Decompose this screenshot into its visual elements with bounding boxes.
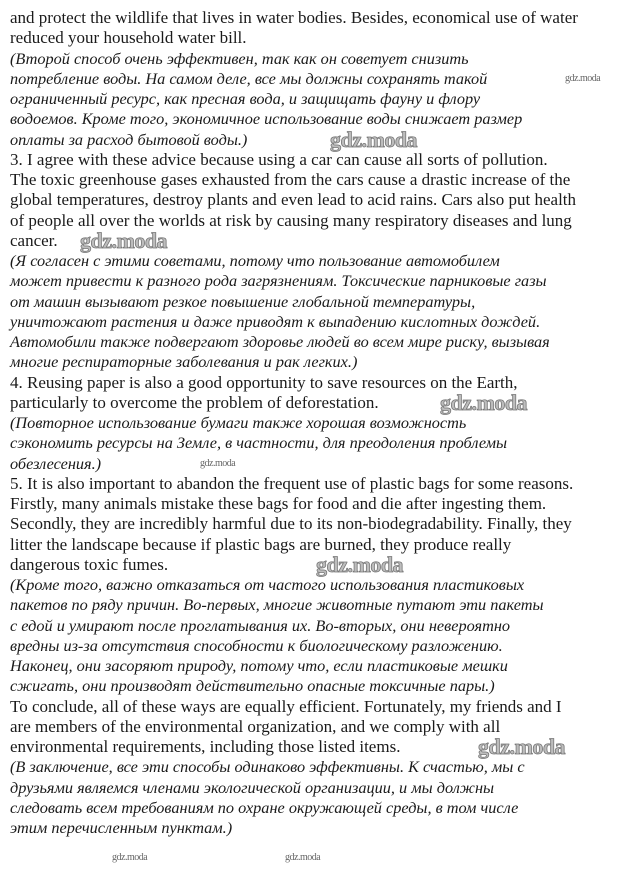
english-text-line: cancer. [10,230,58,250]
translation-text-line: ограниченный ресурс, как пресная вода, и защищать фауну и флору [10,89,481,108]
translation-text-line: может привести к разного рода загрязнениям. Токсические парниковые газы [10,271,547,291]
english-text-line: and protect the wildlife that lives in water bodies. Besides, economical use of water [10,8,578,27]
english-text-line: To conclude, all of these ways are equally efficient. Fortunately, my friends and I [10,696,562,716]
english-text-line: global temperatures, destroy plants and even lead to acid rains. Cars also put health [10,190,577,210]
translation-text-line: (В заключение, все эти способы одинаково эффективны. К счастью, мы с [10,757,525,777]
translation-text-line: пакетов по ряду причин. Во-первых, многие животные путают эти пакеты [10,595,544,615]
translation-text-line: сжигать, они производят действительно опасные токсичные пары.) [10,676,495,696]
english-text-line: The toxic greenhouse gases exhausted from the cars cause a drastic increase of the [10,170,571,189]
translation-text-line: от машин вызывают резкое повышение глобальной температуры, [10,291,476,311]
watermark: gdz.moda [565,72,601,84]
translation-text-line: (Я согласен с этими советами, потому что пользование автомобилем [10,251,500,270]
watermark: gdz.moda [112,852,148,863]
translation-text-line: вредны из-за отсутствия способности к биологическому разложению. [10,635,503,655]
watermark: gdz.moda [200,457,236,469]
translation-text-line: водоемов. Кроме того, экономичное использование воды снижает размер [10,109,523,129]
english-text-line: particularly to overcome the problem of deforestation. [10,392,379,412]
translation-text-line: (Повторное использование бумаги также хорошая возможность [10,413,467,432]
translation-text-line: Автомобили также подвергают здоровье людей во всем мире риску, вызывая [10,332,550,351]
translation-text-line: многие респираторные заболевания и рак легких.) [10,352,358,372]
watermark: gdz.moda [478,734,566,759]
english-text-line: 4. Reusing paper is also a good opportunity to save resources on the Earth, [10,372,518,392]
translation-text-line: Наконец, они засоряют природу, потому что, если пластиковые мешки [10,656,508,675]
english-text-line: dangerous toxic fumes. [10,554,169,574]
translation-text-line: (Кроме того, важно отказаться от частого использования пластиковых [10,575,525,594]
translation-text-line: оплаты за расход бытовой воды.) [10,129,248,149]
translation-text-line: друзьями являемся членами экологической организации, и мы должны [10,777,495,797]
english-text-line: Secondly, they are incredibly harmful due to its non-biodegradability. Finally, they [10,514,572,534]
translation-text-line: (Второй способ очень эффективен, так как он советует снизить [10,48,469,68]
watermark: gdz.moda [440,389,528,415]
watermark: gdz.moda [330,126,418,152]
english-text-line: 3. I agree with these advice because using a car can cause all sorts of pollution. [10,149,548,169]
translation-text-line: уничтожают растения и даже приводят к выпадению кислотных дождей. [10,311,541,331]
translation-text-line: сэкономить ресурсы на Земле, в частности, для преодоления проблемы [10,433,508,453]
translation-text-line: обезлесения.) [10,453,102,473]
english-text-line: are members of the environmental organization, and we comply with all [10,716,501,736]
english-text-line: reduced your household water bill. [10,28,247,48]
watermark: gdz.moda [316,551,404,577]
english-text-line: of people all over the worlds at risk by causing many respiratory diseases and lung [10,210,572,230]
translation-text-line: следовать всем требованиям по охране окружающей среды, в том числе [10,797,519,817]
english-text-line: litter the landscape because if plastic bags are burned, they produce really [10,534,512,554]
english-text-line: Firstly, many animals mistake these bags for food and die after ingesting them. [10,494,547,513]
translation-text-line: с едой и умирают после проглатывания их. Во-вторых, они невероятно [10,615,511,635]
english-text-line: 5. It is also important to abandon the frequent use of plastic bags for some reasons. [10,473,574,493]
watermark: gdz.moda [285,852,321,863]
translation-text-line: потребление воды. На самом деле, все мы должны сохранять такой [10,68,488,88]
translation-text-line: этим перечисленным пунктам.) [10,818,233,837]
english-text-line: environmental requirements, including those listed items. [10,737,401,756]
watermark: gdz.moda [80,227,168,253]
